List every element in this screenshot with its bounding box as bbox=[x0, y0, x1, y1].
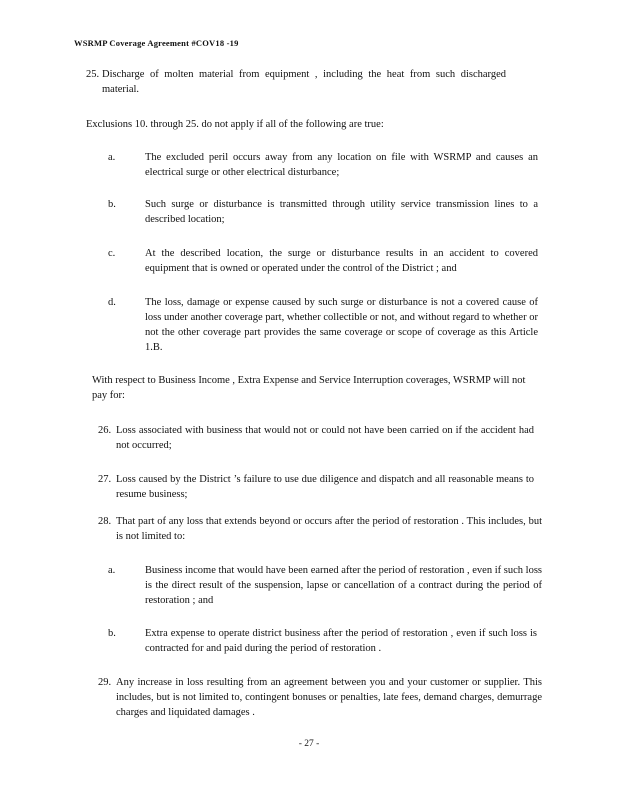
item-number: 26. bbox=[98, 425, 112, 436]
item-number: 29. bbox=[98, 677, 112, 688]
condition-label: a. bbox=[108, 152, 116, 163]
condition-label: b. bbox=[108, 199, 116, 210]
sub-item-text: Business income that would have been earned after the period of restoration , even if such loss is the direct result of the suspension, lapse or cancellation of a contract during the period of restoration ; and bbox=[145, 565, 542, 606]
condition-item bbox=[108, 197, 540, 227]
sub-item bbox=[108, 626, 544, 656]
item-text: Loss associated with business that would not or could not have been carried on if the accident had not occurred; bbox=[116, 425, 534, 451]
item-text: Any increase in loss resulting from an agreement between you and your customer or supplier. This includes, but is not limited to, contingent bonuses or penalties, late fees, demand charges, demurrage charges and liquidated damages . bbox=[116, 677, 542, 718]
condition-item bbox=[108, 295, 540, 355]
condition-text: The excluded peril occurs away from any location on file with WSRMP and causes an electrical surge or other electrical disturbance; bbox=[145, 152, 538, 178]
exclusion-item-28 bbox=[98, 514, 542, 544]
business-intro: With respect to Business Income , Extra Expense and Service Interruption coverages, WSRMP will not pay for: bbox=[92, 375, 526, 401]
condition-text: The loss, damage or expense caused by such surge or disturbance is not a covered cause of loss under another coverage part, whether collectible or not, and without regard to whether or not the other coverage part provides the same coverage or scope of coverage as this Article 1.B. bbox=[145, 297, 538, 353]
condition-text: Such surge or disturbance is transmitted through utility service transmission lines to a described location; bbox=[145, 199, 538, 225]
exclusion-item-26 bbox=[98, 423, 534, 453]
exclusion-item-29 bbox=[98, 675, 544, 720]
page-number: - 27 - bbox=[298, 739, 320, 749]
exclusion-item-27 bbox=[98, 472, 534, 502]
condition-label: c. bbox=[108, 248, 116, 259]
item-text: That part of any loss that extends beyond or occurs after the period of restoration . This includes, but is not limited to: bbox=[116, 516, 542, 542]
condition-item bbox=[108, 246, 540, 276]
item-number: 28. bbox=[98, 516, 112, 527]
item-text: Loss caused by the District ’s failure to use due diligence and dispatch and all reasonable means to resume business; bbox=[116, 474, 534, 500]
item-text: Discharge of molten material from equipment , including the heat from such discharged material. bbox=[102, 69, 506, 95]
sub-item-label: b. bbox=[108, 628, 116, 639]
sub-item-label: a. bbox=[108, 565, 116, 576]
condition-label: d. bbox=[108, 297, 116, 308]
sub-item bbox=[108, 563, 544, 608]
condition-text: At the described location, the surge or disturbance results in an accident to covered equipment that is owned or operated under the control of the District ; and bbox=[145, 248, 538, 274]
exclusions-intro: Exclusions 10. through 25. do not apply if all of the following are true: bbox=[86, 119, 384, 130]
condition-item bbox=[108, 150, 540, 180]
document-header: WSRMP Coverage Agreement #COV18 -19 bbox=[74, 38, 239, 48]
sub-item-text: Extra expense to operate district business after the period of restoration , even if such loss is contracted for and paid during the period of restoration . bbox=[145, 628, 537, 654]
item-number: 25. bbox=[86, 69, 100, 80]
item-number: 27. bbox=[98, 474, 112, 485]
exclusion-item-25 bbox=[86, 67, 528, 97]
